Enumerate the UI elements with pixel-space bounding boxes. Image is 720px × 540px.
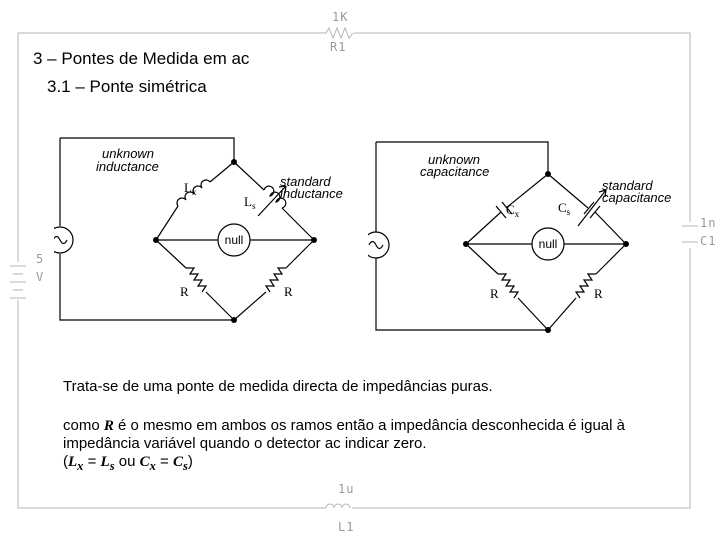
- r-right-resistor: [266, 268, 286, 292]
- ac-source-icon: [54, 227, 73, 253]
- node-bottom: [545, 327, 551, 333]
- r-right-label: R: [594, 286, 603, 301]
- body-paragraph-2: como R é o mesmo em ambos os ramos então a impedância desconhecida é igual à impedância variável quando o detector ac indicar zero.: [63, 417, 625, 452]
- null-label: null: [538, 237, 558, 251]
- v-unit-label: V: [36, 270, 45, 284]
- l1-inductor: [326, 504, 350, 508]
- bridge-left-lower-arm: [466, 244, 498, 274]
- c1-ref-label: C1: [700, 234, 717, 248]
- c1-value-label: 1n: [700, 216, 717, 230]
- unknown-inductance-label-1: unknown: [102, 146, 155, 161]
- r-symbol: R: [103, 418, 114, 434]
- lx-label: $L_x$: [184, 180, 197, 197]
- page-title: 3 – Pontes de Medida em ac: [33, 49, 250, 68]
- v-source-plates: [10, 266, 26, 298]
- r1-ref-label: R1: [330, 40, 347, 54]
- l1-ref-label: L1: [338, 520, 355, 534]
- standard-capacitance-label-2: capacitance: [602, 190, 672, 205]
- bridge-left-lower-arm2: [518, 298, 548, 330]
- standard-capacitance-label-1: standard: [602, 178, 653, 193]
- capacitance-bridge-diagram: [368, 134, 676, 352]
- bridge-top-left-arm: [210, 162, 234, 182]
- node-left: [463, 241, 469, 247]
- r1-resistor: [326, 28, 353, 38]
- ls-label: $L_s$: [244, 194, 256, 211]
- r-right-label: R: [284, 284, 293, 299]
- node-top: [231, 159, 237, 165]
- r-left-resistor: [498, 274, 518, 298]
- ac-source-icon: [368, 232, 389, 258]
- r-right-resistor: [576, 274, 596, 298]
- node-right: [311, 237, 317, 243]
- c1-capacitor-plates: [682, 226, 698, 242]
- v-value-label: 5: [36, 252, 45, 266]
- r1-value-label: 1K: [332, 10, 349, 24]
- cx-label: $C_x$: [506, 202, 520, 219]
- r-left-resistor: [186, 268, 206, 292]
- bridge-left-lower-arm: [156, 240, 186, 268]
- bridge-right-lower-arm2: [234, 292, 266, 320]
- inductance-bridge-diagram: [54, 134, 352, 352]
- bridge-top-right-arm: [548, 174, 588, 208]
- bridge-right-lower-arm: [596, 244, 626, 274]
- inductance-bridge-svg: [54, 134, 352, 352]
- bridge-left-lower-arm2: [206, 292, 234, 320]
- node-right: [623, 241, 629, 247]
- equality-line: ($L_x = L_s$ ou $C_x = C_s$): [63, 453, 193, 473]
- null-label: null: [224, 233, 244, 247]
- r-left-label: R: [490, 286, 499, 301]
- bridge-right-lower-arm2: [548, 298, 576, 330]
- bridge-right-lower-arm: [286, 240, 314, 268]
- unknown-capacitance-label-1: unknown: [428, 152, 481, 167]
- cs-label: $C_s$: [558, 200, 571, 217]
- node-top: [545, 171, 551, 177]
- l1-value-label: 1u: [338, 482, 355, 496]
- unknown-inductance-label-2: inductance: [96, 159, 159, 174]
- bridge-left-upper-arm: [156, 206, 178, 240]
- body-paragraph-1: Trata-se de uma ponte de medida directa de impedâncias puras.: [63, 378, 493, 395]
- capacitance-bridge-svg: [368, 134, 676, 352]
- bridge-top-right-arm: [234, 162, 264, 190]
- node-bottom: [231, 317, 237, 323]
- standard-inductance-label-2: inductance: [280, 186, 343, 201]
- r-left-label: R: [180, 284, 189, 299]
- node-left: [153, 237, 159, 243]
- bridge-right-upper-arm: [595, 212, 626, 244]
- standard-inductance-label-1: standard: [280, 174, 331, 189]
- page-subtitle: 3.1 – Ponte simétrica: [47, 77, 207, 96]
- body-text: [63, 378, 673, 475]
- bridge-left-upper-arm: [466, 212, 501, 244]
- unknown-capacitance-label-2: capacitance: [420, 164, 490, 179]
- bridge-right-upper-arm: [282, 208, 314, 240]
